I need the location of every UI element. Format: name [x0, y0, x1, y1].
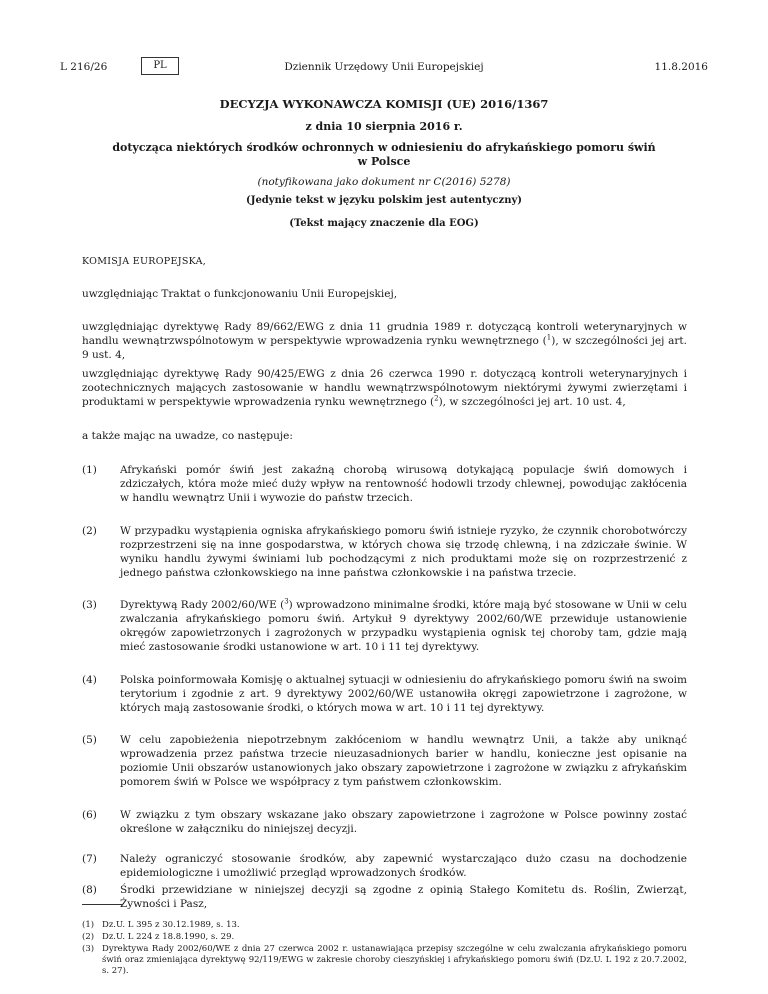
recital-text-part: ) wprowadzono minimalne środki, które mają być stosowane w Unii w celu zwalczania afrykańskiego pomoru świń. Artykuł 9 dyrektywy 2002/60/WE przewiduje ustanowienie okręgów zapowietrzonych i zagrożonych w przypadku wystąpienia ognisk tej choroby tam, gdzie mają mieć zastosowanie środki ustanowione w art. 10 i 11 tej dyrektywy. — [120, 599, 687, 653]
recital-text: Należy ograniczyć stosowanie środków, aby zapewnić wystarczająco dużo czasu na dochodzenie epidemiologiczne i umożliwić przegląd wprowadzonych środków. — [120, 853, 687, 879]
recital-number: (6) — [82, 809, 97, 821]
eea-relevance-note: (Tekst mający znaczenie dla EOG) — [289, 218, 479, 229]
recital-text — [120, 598, 687, 654]
recital-number: (1) — [82, 464, 97, 476]
recital-number: (2) — [82, 525, 97, 537]
recital-text-part: Dyrektywą Rady 2002/60/WE ( — [120, 599, 285, 611]
recital-number: (7) — [82, 853, 97, 865]
language-badge: PL — [141, 57, 179, 75]
decision-title: DECYZJA WYKONAWCZA KOMISJI (UE) 2016/1367 — [219, 97, 549, 111]
preamble-directive-89-662 — [82, 320, 687, 362]
journal-title: Dziennik Urzędowy Unii Europejskiej — [284, 61, 484, 73]
recital-number: (5) — [82, 734, 97, 746]
footnote-text: Dyrektywa Rady 2002/60/WE z dnia 27 czerwca 2002 r. ustanawiająca przepisy szczególne w celu zwalczania afrykańskiego pomoru świń oraz zmieniająca dyrektywę 92/119/EWG w zakresie choroby cieszyńskiej i afrykańskiego pomoru świń (Dz.U. L 192 z 20.7.2002, s. 27). — [102, 944, 687, 976]
recital-number: (4) — [82, 674, 97, 686]
preamble-text: uwzględniając dyrektywę Rady 89/662/EWG z dnia 11 grudnia 1989 r. dotyczącą kontroli weterynaryjnych w handlu wewnątrzwspólnotowym w perspektywie wprowadzenia rynku wewnętrznego ( — [82, 321, 687, 347]
footnote-mark: (2) — [82, 932, 95, 942]
preamble-whereas: a także mając na uwadze, co następuje: — [82, 430, 293, 442]
recital-text: Środki przewidziane w niniejszej decyzji są zgodne z opinią Stałego Komitetu ds. Roślin, Zwierząt, Żywności i Pasz, — [120, 884, 687, 910]
footnote-mark: (3) — [82, 944, 95, 954]
publication-date: 11.8.2016 — [654, 61, 708, 73]
page-reference: L 216/26 — [60, 61, 108, 73]
footnote-ref[interactable]: 3 — [284, 597, 289, 606]
footnote-divider — [82, 904, 122, 905]
recital-text: W przypadku wystąpienia ogniska afrykańskiego pomoru świń istnieje ryzyko, że czynnik chorobotwórczy rozprzestrzeni się na inne gospodarstwa, w których chowa się trzodę chlewną, i na zdziczałe świnie. W wyniku handlu żywymi świniami lub pochodzącymi z nich produktami może się on rozprzestrzenić z jednego państwa członkowskiego na inne państwa członkowskie i na państwa trzecie. — [120, 525, 687, 579]
authentic-language-note: (Jedynie tekst w języku polskim jest autentyczny) — [245, 195, 523, 206]
preamble-commission: KOMISJA EUROPEJSKA, — [82, 256, 207, 267]
notified-document: (notyfikowana jako dokument nr C(2016) 5278) — [257, 176, 511, 188]
preamble-text: uwzględniając dyrektywę Rady 90/425/EWG z dnia 26 czerwca 1990 r. dotyczącą kontroli weterynaryjnych i zootechnicznych mających zastosowanie w handlu wewnątrzwspólnotowym niektórymi żywymi zwierzętami i produktami w perspektywie wprowadzenia rynku wewnętrznego ( — [82, 368, 687, 408]
recital-number: (3) — [82, 599, 97, 611]
decision-subject — [100, 141, 668, 169]
preamble-text: ), w szczególności jej art. 9 ust. 4, — [82, 335, 687, 361]
preamble-treaty: uwzględniając Traktat o funkcjonowaniu Unii Europejskiej, — [82, 288, 398, 300]
footnote-ref[interactable]: 2 — [434, 394, 439, 403]
recital-text: Polska poinformowała Komisję o aktualnej sytuacji w odniesieniu do afrykańskiego pomoru świń na swoim terytorium i zgodnie z art. 9 dyrektywy 2002/60/WE ustanowiła okręgi zapowietrzone i zagrożone, w których mają zastosowanie środki, o których mowa w art. 10 i 11 tej dyrektywy. — [120, 674, 687, 714]
recital-number: (8) — [82, 884, 97, 896]
decision-subject-line1: dotycząca niektórych środków ochronnych w odniesieniu do afrykańskiego pomoru świń — [112, 141, 656, 154]
footnote-ref[interactable]: 1 — [546, 333, 552, 342]
recital-text: W związku z tym obszary wskazane jako obszary zapowietrzone i zagrożone w Polsce powinny zostać określone w załączniku do niniejszej decyzji. — [120, 809, 687, 835]
footnote-mark: (1) — [82, 920, 95, 930]
recital-text: Afrykański pomór świń jest zakaźną chorobą wirusową dotykającą populacje świń domowych i zdziczałych, która może mieć duży wpływ na rentowność hodowli trzody chlewnej, powodując zakłócenia w handlu wewnątrz Unii i wywozie do państw trzecich. — [120, 464, 687, 504]
preamble-directive-90-425 — [82, 367, 687, 409]
decision-subject-line2: w Polsce — [357, 155, 411, 168]
preamble-text: ), w szczególności jej art. 10 ust. 4, — [438, 396, 626, 408]
footnote-text: Dz.U. L 395 z 30.12.1989, s. 13. — [102, 920, 240, 930]
decision-date: z dnia 10 sierpnia 2016 r. — [305, 120, 463, 133]
footnote-text: Dz.U. L 224 z 18.8.1990, s. 29. — [102, 932, 235, 942]
recital-text: W celu zapobieżenia niepotrzebnym zakłóceniom w handlu wewnątrz Unii, a także aby uniknąć wprowadzenia przez państwa trzecie nieuzasadnionych barier w handlu, konieczne jest opisanie na poziomie Unii obszarów ustanowionych jako obszary zapowietrzone i zagrożone w związku z afrykańskim pomorem świń w Polsce we współpracy z tym państwem członkowskim. — [120, 734, 687, 788]
